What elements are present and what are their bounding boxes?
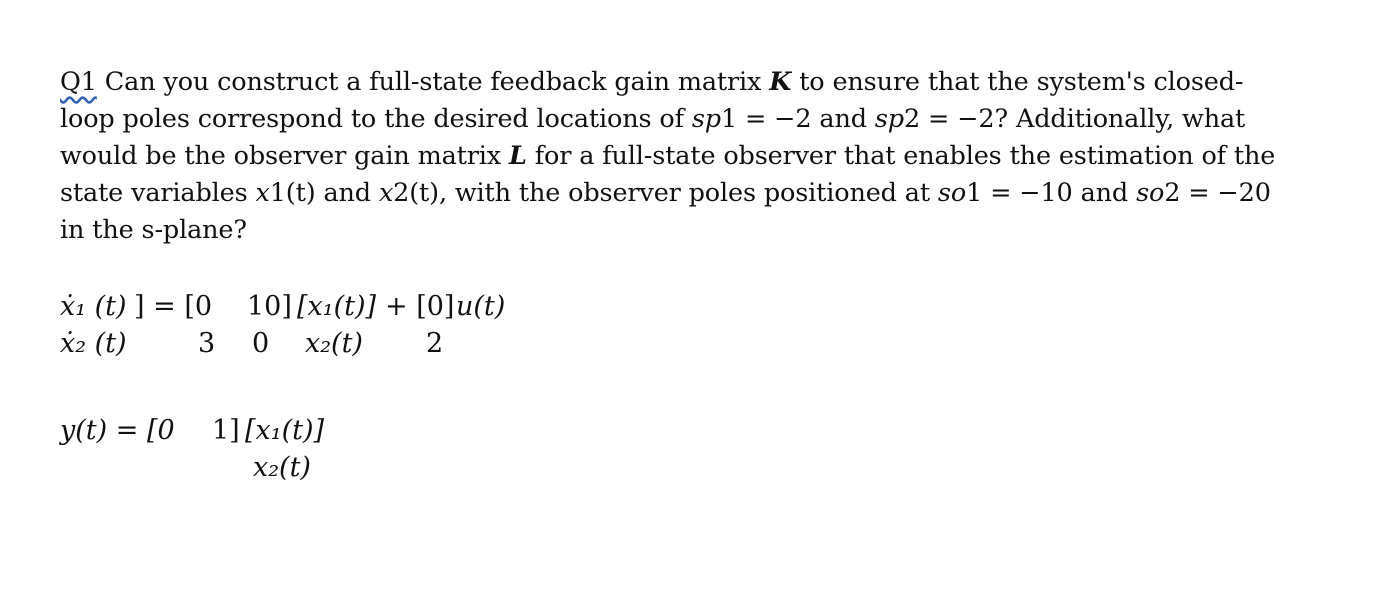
state-vector-x1: [x₁(t)]: [297, 291, 377, 322]
gain-matrix-K: K: [769, 67, 792, 97]
a-matrix-a21: 3: [198, 328, 216, 359]
c-matrix-c2: 1]: [212, 415, 240, 446]
output-state-x2: x₂(t): [253, 452, 311, 483]
output-state-x1: [x₁(t)]: [245, 415, 325, 446]
x1-dot: ẋ₁ (t): [60, 291, 127, 322]
a-matrix-a12: 10]: [247, 291, 292, 322]
input-u: u(t): [456, 291, 506, 322]
observer-matrix-L: L: [508, 141, 527, 171]
output-y: y(t) = [0: [60, 415, 175, 446]
a-matrix-row1-open: ] = [0: [134, 291, 213, 322]
b-matrix-row2: 2: [426, 328, 444, 359]
b-matrix-row1: + [0]: [385, 291, 455, 322]
question-text: Q1 Can you construct a full-state feedback gain matrix K to ensure that the system's closed-loop poles correspond to the desired locations of sp1 = −2 and sp2 = −2? Additionally, what would be the observer gain matrix L for a full-state observer that enables the estimation of the state variables x1(t) and x2(t), with the observer poles positioned at so1 = −10 and so2 = −20 in the s-plane?: [60, 67, 1276, 245]
a-matrix-a22: 0: [252, 328, 270, 359]
x2-dot: ẋ₂ (t): [60, 328, 127, 359]
question-label: Q1: [60, 67, 97, 97]
state-vector-x2: x₂(t): [305, 328, 363, 359]
